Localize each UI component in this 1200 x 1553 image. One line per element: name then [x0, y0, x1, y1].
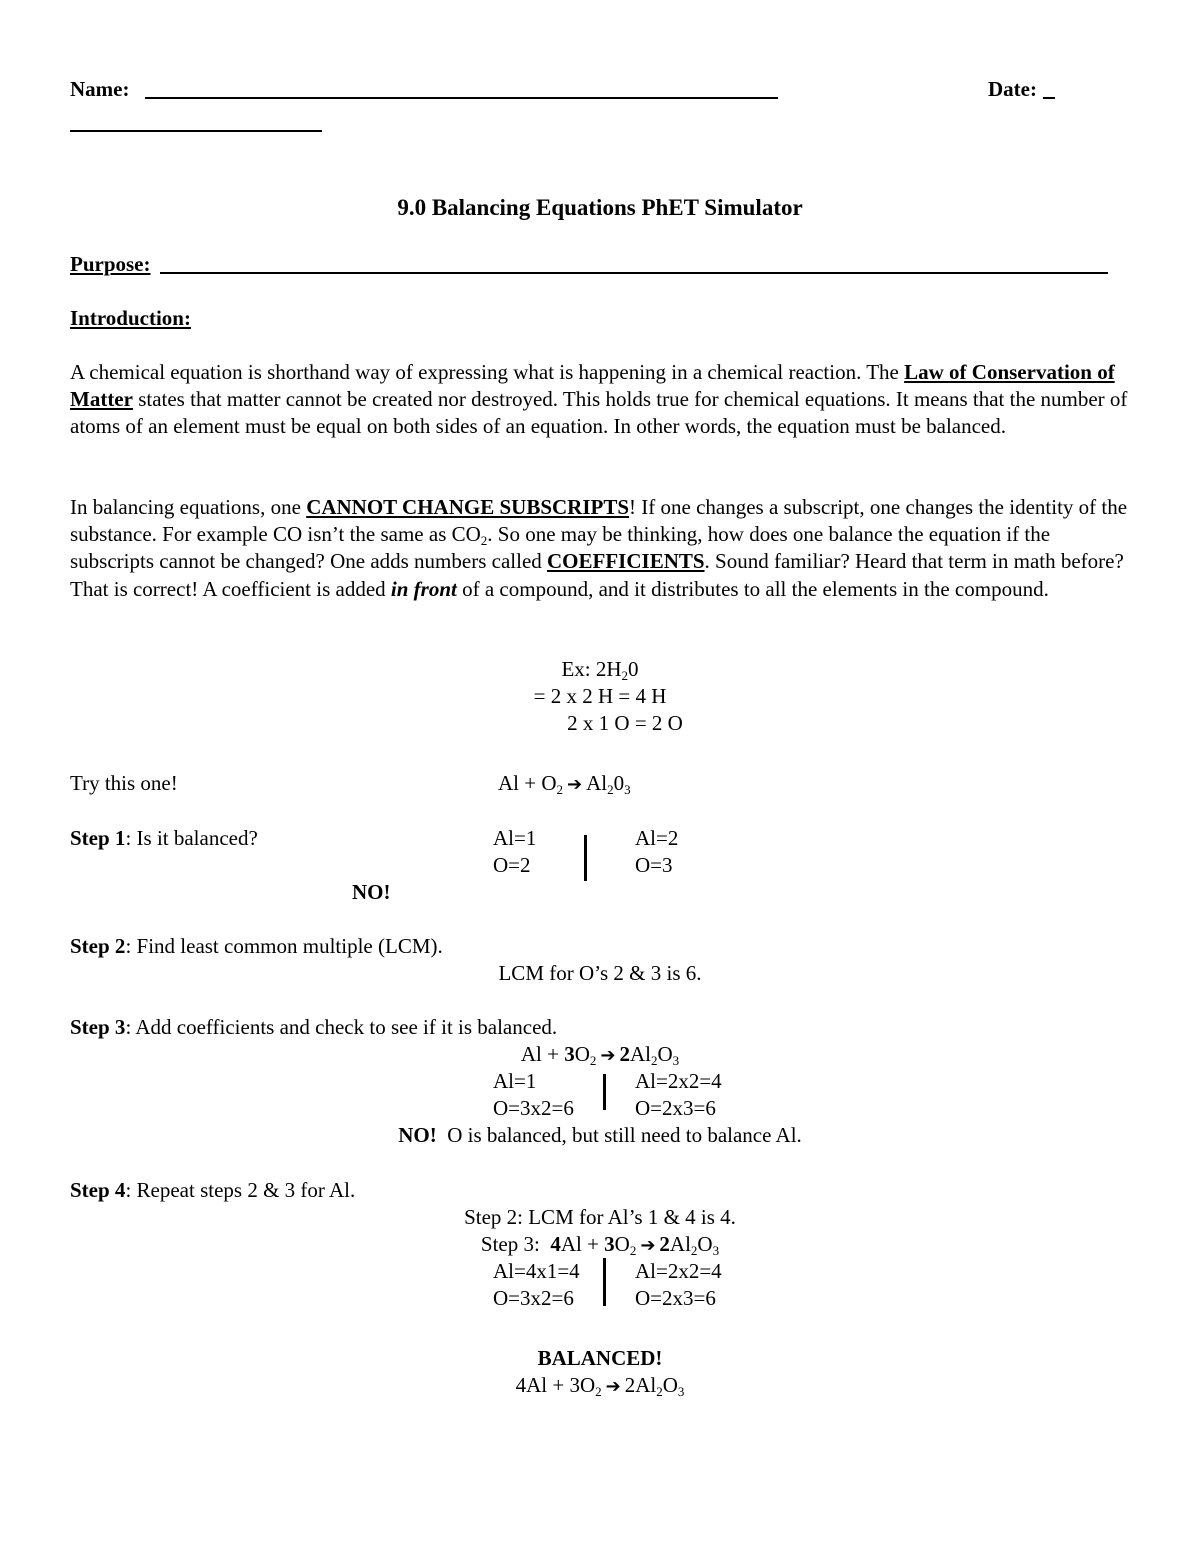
example-formula — [0, 656, 1200, 683]
step-4-step3-label: Step 3: — [480, 1232, 551, 1256]
step-3-o3-subscript: 3 — [672, 1053, 680, 1068]
step-4-line — [70, 1177, 355, 1204]
intro-p2-text-d: . Sound familiar? Heard that term in math before? That is correct! A coefficient is added — [70, 549, 1124, 601]
try-o3-subscript: 3 — [624, 782, 631, 797]
balanced-label: BALANCED! — [537, 1346, 663, 1370]
step-3-equation — [0, 1041, 1200, 1069]
step-3-o-subscript: 2 — [589, 1053, 597, 1068]
step-4-al-subscript: 2 — [690, 1243, 698, 1258]
step-3-o: O — [574, 1042, 590, 1066]
step-3-text: : Add coefficients and check to see if it is balanced. — [125, 1015, 558, 1039]
step-4-coefficient-4: 4 — [550, 1232, 561, 1256]
date-blank-line[interactable] — [1043, 97, 1055, 99]
step-3-al: Al + — [520, 1042, 565, 1066]
reaction-arrow-icon: ➔ — [640, 1235, 656, 1256]
try-reactants: Al + O — [498, 771, 557, 795]
try-equation — [498, 770, 631, 798]
step-4-coefficient-3: 3 — [604, 1232, 615, 1256]
step-4-right-al: Al=2x2=4 — [635, 1259, 722, 1283]
step-4-o: O — [614, 1232, 630, 1256]
step-4-right-o: O=2x3=6 — [635, 1286, 716, 1310]
reaction-arrow-icon: ➔ — [605, 1376, 621, 1397]
purpose-label: Purpose: — [70, 252, 151, 276]
try-o-subscript: 2 — [556, 782, 564, 797]
intro-paragraph-2 — [70, 494, 1135, 603]
intro-p2-text-c: . So one may be thinking, how does one balance the equation if the subscripts cannot be changed? One adds numbers called — [70, 522, 1051, 574]
reaction-arrow-icon: ➔ — [600, 1045, 616, 1066]
step-3-coefficient-2: 2 — [619, 1042, 630, 1066]
step-3-coefficient-3: 3 — [564, 1042, 575, 1066]
co2-subscript: 2 — [480, 533, 488, 549]
step-4-label: Step 4 — [70, 1178, 126, 1202]
final-equation — [0, 1372, 1200, 1400]
name-label: Name: — [70, 77, 130, 101]
step-2-label: Step 2 — [70, 934, 126, 958]
step-1-right-o: O=3 — [635, 853, 673, 877]
try-product: Al — [586, 771, 608, 795]
step-1-divider — [584, 835, 587, 881]
cannot-change-subscripts-term: CANNOT CHANGE SUBSCRIPTS — [306, 495, 630, 519]
step-2-lcm: LCM for O’s 2 & 3 is 6. — [498, 961, 702, 985]
try-this-label: Try this one! — [70, 771, 178, 795]
final-o3-subscript: 3 — [677, 1384, 685, 1399]
step-3-divider — [603, 1074, 606, 1110]
introduction-heading: Introduction: — [70, 306, 191, 330]
law-of-conservation-term: Law of Conservation of Matter — [70, 360, 1115, 412]
step-4-o3-subscript: 3 — [712, 1243, 720, 1258]
step-2-line — [70, 933, 443, 960]
step-3-verdict-no: NO! — [398, 1123, 437, 1147]
step-4-al: Al + — [560, 1232, 605, 1256]
intro-p1-text-b: states that matter cannot be created nor destroyed. This holds true for chemical equations. It means that the number of atoms of an element must be equal on both sides of an equation. In other words, the equation must be balanced. — [70, 387, 1128, 439]
final-product-o: O — [662, 1373, 678, 1397]
step-4-text: : Repeat steps 2 & 3 for Al. — [125, 1178, 356, 1202]
example-end: 0 — [628, 657, 639, 681]
try-product-o: 0 — [613, 771, 625, 795]
final-product-al: 2Al — [624, 1373, 657, 1397]
final-al-subscript: 2 — [656, 1384, 663, 1399]
purpose-blank-line[interactable] — [160, 272, 1108, 274]
step-3-product-al: Al — [629, 1042, 651, 1066]
step-1-line — [70, 825, 258, 852]
step-1-right-al: Al=2 — [635, 826, 679, 850]
final-o-subscript: 2 — [595, 1384, 602, 1399]
step-4-coefficient-2: 2 — [659, 1232, 670, 1256]
step-3-right-al: Al=2x2=4 — [635, 1069, 722, 1093]
step-4-left-o: O=3x2=6 — [493, 1286, 574, 1310]
intro-p2-text-e: of a compound, and it distributes to all the elements in the compound. — [456, 576, 1049, 601]
final-reactants: 4Al + 3O — [515, 1373, 596, 1397]
step-1-left-al: Al=1 — [493, 826, 537, 850]
step-4-lcm: Step 2: LCM for Al’s 1 & 4 is 4. — [464, 1205, 736, 1229]
step-1-label: Step 1 — [70, 826, 126, 850]
example-oxygen-count: 2 x 1 O = 2 O — [567, 711, 683, 735]
step-4-equation — [0, 1231, 1200, 1259]
step-1-text: : Is it balanced? — [125, 826, 258, 850]
intro-paragraph-1 — [70, 359, 1135, 441]
reaction-arrow-icon: ➔ — [567, 774, 583, 795]
example-subscript: 2 — [621, 668, 629, 683]
example-label: Ex: 2H — [561, 657, 622, 681]
step-3-al-subscript: 2 — [650, 1053, 658, 1068]
date-label: Date: — [988, 77, 1037, 101]
intro-p2-text-b: ! If one changes a subscript, one changes the identity of the substance. For example CO isn’t the same as CO — [70, 495, 1128, 547]
in-front-term: in front — [390, 576, 457, 601]
step-3-product-o: O — [657, 1042, 673, 1066]
step-4-divider — [603, 1258, 606, 1306]
step-3-left-al: Al=1 — [493, 1069, 537, 1093]
try-al-subscript: 2 — [607, 782, 614, 797]
step-3-line — [70, 1014, 557, 1041]
intro-p2-text-a: In balancing equations, one — [70, 495, 307, 519]
date-blank-line-continued[interactable] — [70, 130, 322, 132]
name-blank-line[interactable] — [145, 97, 778, 99]
coefficients-term: COEFFICIENTS — [547, 549, 705, 574]
worksheet-title: 9.0 Balancing Equations PhET Simulator — [397, 195, 803, 220]
step-4-product-o: O — [697, 1232, 713, 1256]
step-1-verdict: NO! — [352, 880, 391, 904]
step-4-o-subscript: 2 — [629, 1243, 637, 1258]
intro-p1-text-a: A chemical equation is shorthand way of expressing what is happening in a chemical reaction. The — [70, 360, 905, 384]
step-3-right-o: O=2x3=6 — [635, 1096, 716, 1120]
step-3-left-o: O=3x2=6 — [493, 1096, 574, 1120]
step-3-label: Step 3 — [70, 1015, 126, 1039]
step-3-verdict — [0, 1122, 1200, 1149]
example-hydrogen-count: = 2 x 2 H = 4 H — [533, 684, 667, 708]
step-2-text: : Find least common multiple (LCM). — [125, 934, 443, 958]
step-1-left-o: O=2 — [493, 853, 531, 877]
step-3-verdict-text: O is balanced, but still need to balance Al. — [436, 1123, 802, 1147]
step-4-product-al: Al — [669, 1232, 691, 1256]
step-4-left-al: Al=4x1=4 — [493, 1259, 580, 1283]
